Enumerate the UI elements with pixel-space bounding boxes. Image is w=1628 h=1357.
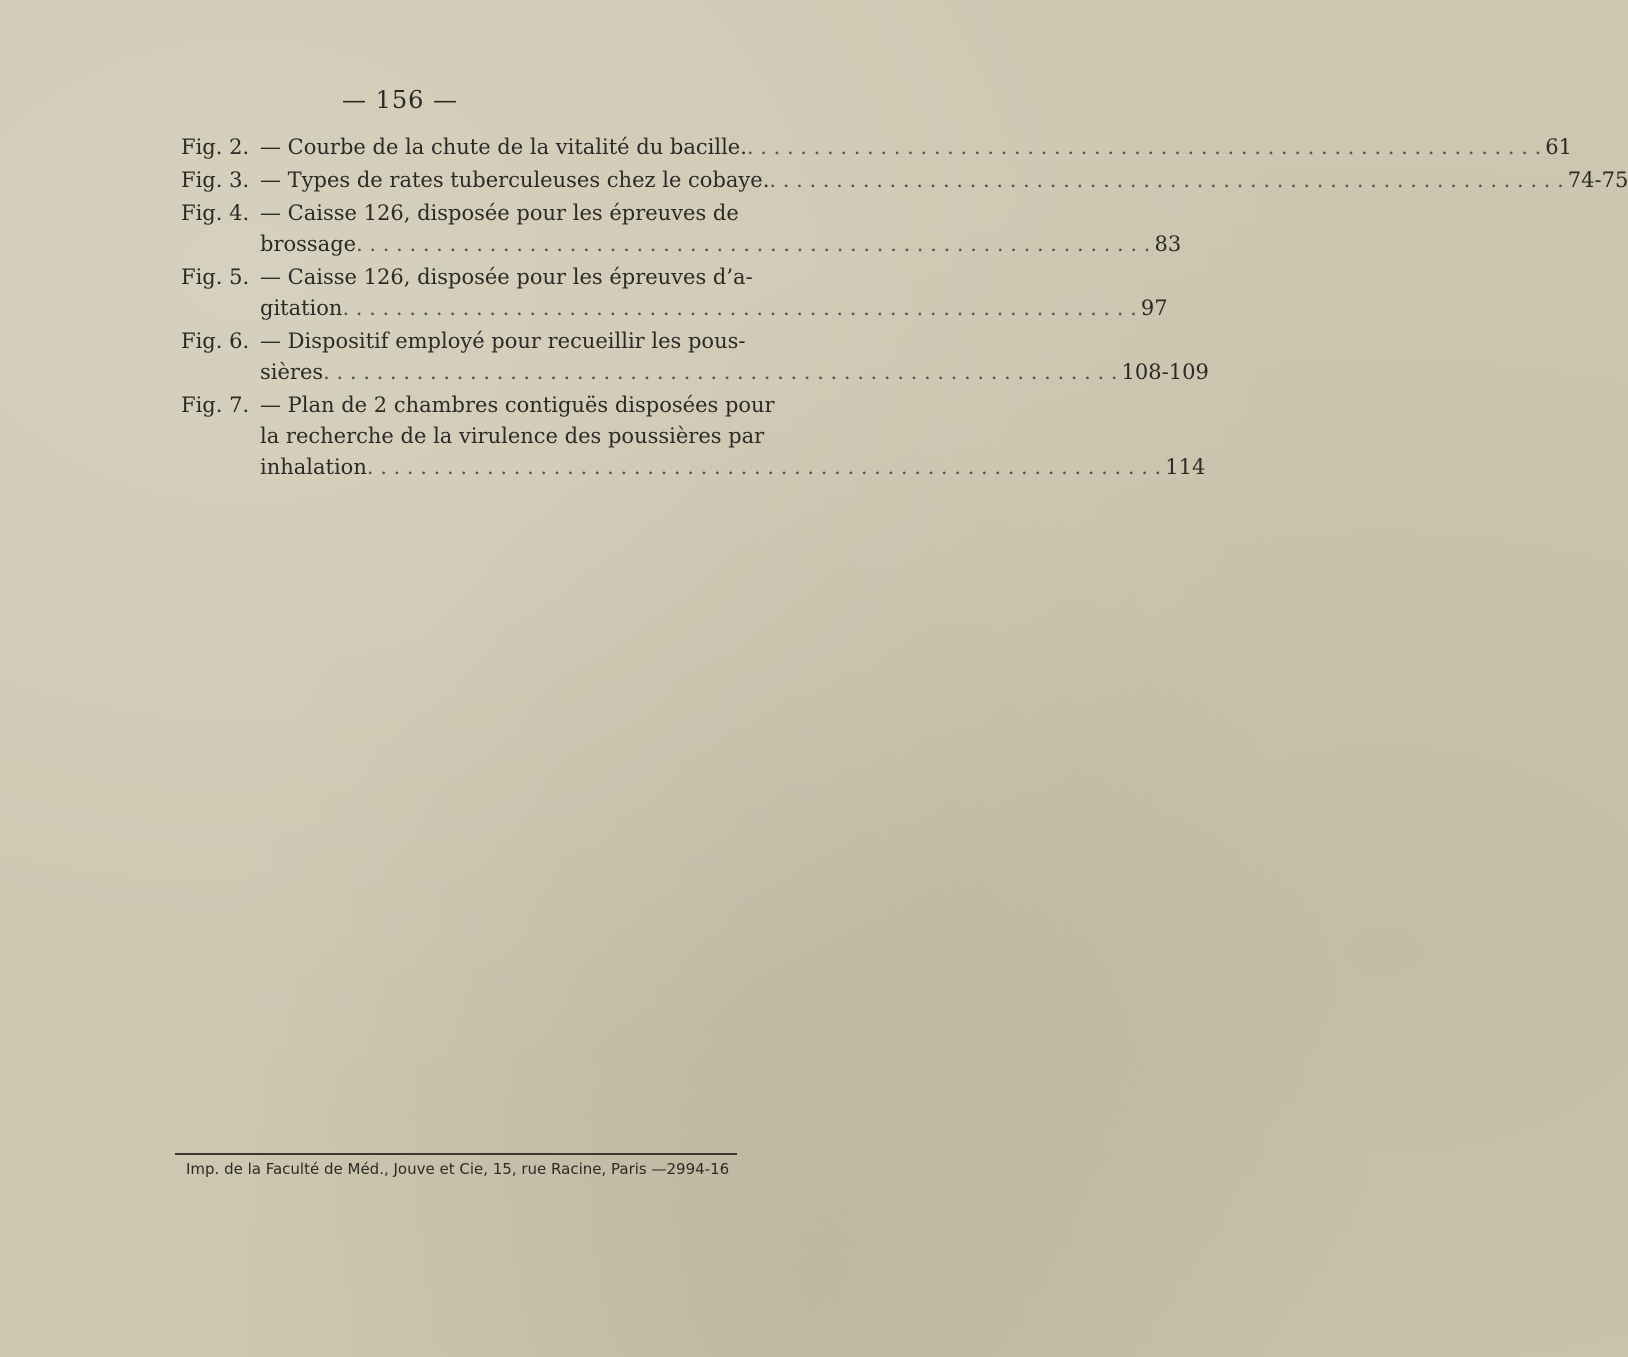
caption-text: — Caisse 126, disposée pour les épreuves d’a- bbox=[260, 265, 753, 289]
figure-caption-line bbox=[260, 390, 775, 421]
figure-label: Fig. 2. bbox=[181, 135, 250, 159]
page-reference: 114 bbox=[1165, 455, 1206, 479]
figure-label: Fig. 4. bbox=[181, 201, 250, 225]
figure-caption-line bbox=[260, 165, 1628, 196]
caption-text: la recherche de la virulence des poussières par bbox=[260, 424, 765, 448]
leader-dots: . . . . . . . . . . . . . . . . . . . . . . . . . . . . . . . . . . . . . . . . . . . . . . . . . . . . . . . . . . . . bbox=[356, 232, 1151, 256]
caption-text: inhalation bbox=[260, 455, 367, 479]
figure-entry bbox=[181, 132, 1573, 163]
figure-caption-line bbox=[260, 229, 1182, 260]
figure-label: Fig. 5. bbox=[181, 265, 250, 289]
page-reference: 108-109 bbox=[1121, 360, 1209, 384]
leader-dots: . . . . . . . . . . . . . . . . . . . . . . . . . . . . . . . . . . . . . . . . . . . . . . . . . . . . . . . . . . . . bbox=[323, 360, 1118, 384]
caption-text: — Types de rates tuberculeuses chez le cobaye. bbox=[260, 168, 770, 192]
page-number: — 156 — bbox=[341, 86, 459, 114]
page-reference: 83 bbox=[1154, 232, 1182, 256]
figure-list bbox=[181, 132, 1628, 485]
leader-dots: . . . . . . . . . . . . . . . . . . . . . . . . . . . . . . . . . . . . . . . . . . . . . . . . . . . . . . . . . . . . bbox=[746, 135, 1542, 159]
figure-label: Fig. 6. bbox=[181, 329, 250, 353]
leader-dots: . . . . . . . . . . . . . . . . . . . . . . . . . . . . . . . . . . . . . . . . . . . . . . . . . . . . . . . . . . . . bbox=[366, 455, 1162, 479]
leader-dots: . . . . . . . . . . . . . . . . . . . . . . . . . . . . . . . . . . . . . . . . . . . . . . . . . . . . . . . . . . . . bbox=[342, 296, 1137, 320]
figure-entry bbox=[181, 262, 1168, 324]
figure-caption-line bbox=[260, 357, 1209, 388]
caption-text: — Courbe de la chute de la vitalité du bacille. bbox=[260, 135, 747, 159]
caption-text: brossage bbox=[260, 232, 357, 256]
figure-label: Fig. 3. bbox=[181, 168, 250, 192]
figure-caption-line bbox=[260, 132, 1573, 163]
figure-caption-line bbox=[260, 326, 746, 357]
page-reference: 97 bbox=[1140, 296, 1168, 320]
figure-caption-line bbox=[260, 262, 753, 293]
figure-caption-line bbox=[260, 198, 741, 229]
caption-text: — Caisse 126, disposée pour les épreuves de bbox=[260, 201, 739, 225]
page-reference: 61 bbox=[1545, 135, 1573, 159]
caption-text: gitation bbox=[260, 296, 343, 320]
figure-entry bbox=[181, 390, 1206, 483]
figure-entry bbox=[181, 198, 1182, 260]
footer-divider bbox=[175, 1153, 737, 1155]
figure-caption-line bbox=[260, 421, 765, 452]
figure-caption-line bbox=[260, 452, 1206, 483]
caption-text: sières bbox=[260, 360, 324, 384]
caption-text: — Plan de 2 chambres contiguës disposées pour bbox=[260, 393, 775, 417]
printer-imprint: Imp. de la Faculté de Méd., Jouve et Cie, 15, rue Racine, Paris —2994-16 bbox=[186, 1160, 730, 1178]
figure-label: Fig. 7. bbox=[181, 393, 250, 417]
figure-entry bbox=[181, 326, 1209, 388]
figure-caption-line bbox=[260, 293, 1168, 324]
figure-entry bbox=[181, 165, 1628, 196]
leader-dots: . . . . . . . . . . . . . . . . . . . . . . . . . . . . . . . . . . . . . . . . . . . . . . . . . . . . . . . . . . . . bbox=[769, 168, 1564, 192]
caption-text: — Dispositif employé pour recueillir les pous- bbox=[260, 329, 746, 353]
page-reference: 74-75 bbox=[1567, 168, 1628, 192]
